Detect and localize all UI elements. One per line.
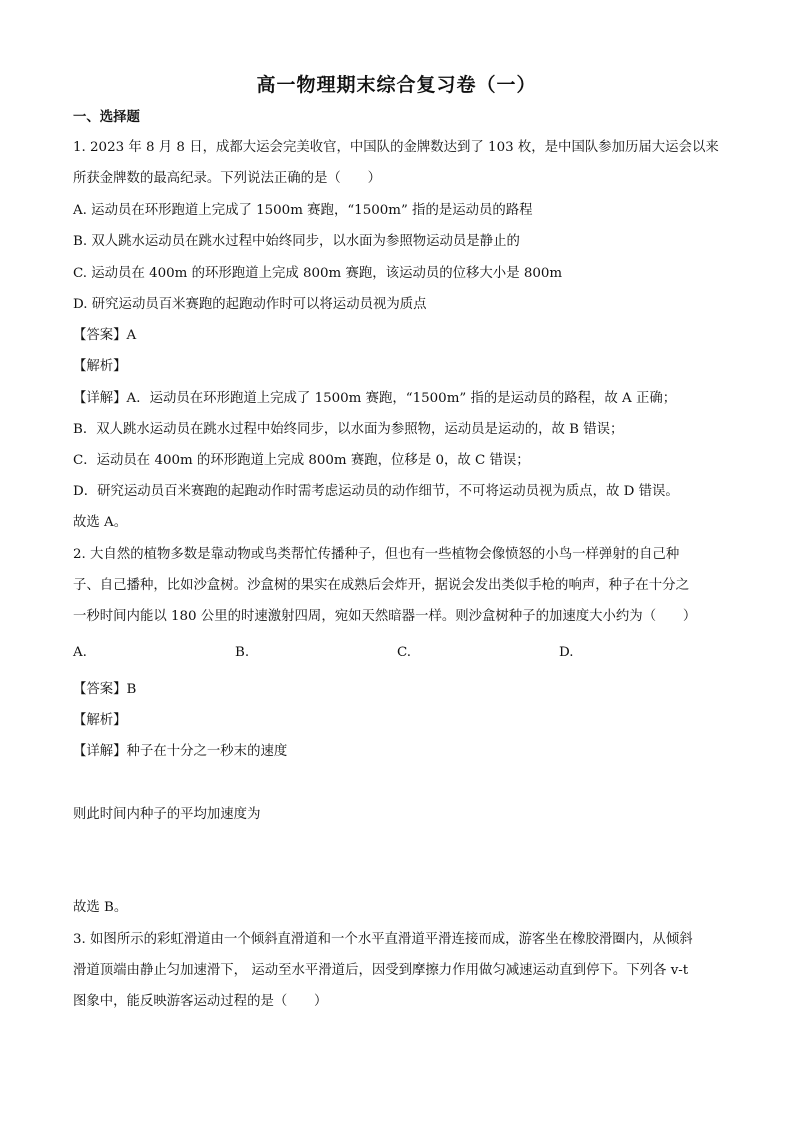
q2-answer: 【答案】B <box>73 682 137 697</box>
q2-detail-2: 则此时间内种子的平均加速度为 <box>73 807 261 822</box>
q3-stem-line2: 滑道顶端由静止匀加速滑下， 运动至水平滑道后，因受到摩擦力作用做匀减速运动直到停下。下列各 v-t <box>73 963 689 978</box>
q1-option-b: B. 双人跳水运动员在跳水过程中始终同步，以水面为参照物运动员是静止的 <box>73 234 520 249</box>
q1-answer: 【答案】A <box>73 328 137 343</box>
section-heading: 一、选择题 <box>73 109 140 125</box>
q3-stem-line3: 图象中，能反映游客运动过程的是（ ） <box>73 994 328 1009</box>
q2-option-b: B. <box>235 645 250 660</box>
q1-detail-3: C．运动员在 400m 的环形跑道上完成 800m 赛跑，位移是 0，故 C 错误； <box>73 453 530 468</box>
q2-option-c: C. <box>397 645 412 660</box>
q2-stem-line2: 子、自己播种，比如沙盒树。沙盒树的果实在成熟后会炸开，据说会发出类似手枪的响声，种子在十分之 <box>73 578 689 593</box>
q2-choose: 故选 B。 <box>73 900 128 915</box>
q2-option-a: A. <box>73 645 87 660</box>
q1-stem-line1: 1. 2023 年 8 月 8 日，成都大运会完美收官，中国队的金牌数达到了 103 枚，是中国队参加历届大运会以来 <box>73 140 719 155</box>
q1-detail-2: B．双人跳水运动员在跳水过程中始终同步，以水面为参照物，运动员是运动的，故 B 错误； <box>73 422 624 437</box>
q2-option-d: D. <box>559 645 574 660</box>
q1-detail-4: D．研究运动员百米赛跑的起跑动作时需考虑运动员的动作细节，不可将运动员视为质点，故 D 错误。 <box>73 484 679 499</box>
page-title: 高一物理期末综合复习卷（一） <box>256 74 537 96</box>
q1-option-a: A. 运动员在环形跑道上完成了 1500m 赛跑，“1500m” 指的是运动员的路程 <box>73 203 533 218</box>
q2-analysis-label: 【解析】 <box>73 713 127 728</box>
q1-stem-line2: 所获金牌数的最高纪录。下列说法正确的是（ ） <box>73 171 381 186</box>
q3-stem-line1: 3. 如图所示的彩虹滑道由一个倾斜直滑道和一个水平直滑道平滑连接而成，游客坐在橡胶滑圈内，从倾斜 <box>73 932 693 947</box>
q2-stem-line1: 2. 大自然的植物多数是靠动物或鸟类帮忙传播种子，但也有一些植物会像愤怒的小鸟一样弹射的自己种 <box>73 547 680 562</box>
q1-analysis-label: 【解析】 <box>73 359 127 374</box>
q2-stem-line3: 一秒时间内能以 180 公里的时速激射四周，宛如天然暗器一样。则沙盒树种子的加速度大小约为（ ） <box>73 609 697 624</box>
q1-choose: 故选 A。 <box>73 515 128 530</box>
q1-option-d: D. 研究运动员百米赛跑的起跑动作时可以将运动员视为质点 <box>73 297 427 312</box>
q2-detail-1: 【详解】种子在十分之一秒末的速度 <box>73 744 288 759</box>
q1-option-c: C. 运动员在 400m 的环形跑道上完成 800m 赛跑，该运动员的位移大小是 800m <box>73 266 563 281</box>
q1-detail-1: 【详解】A．运动员在环形跑道上完成了 1500m 赛跑，“1500m” 指的是运动员的路程，故 A 正确； <box>73 391 677 406</box>
